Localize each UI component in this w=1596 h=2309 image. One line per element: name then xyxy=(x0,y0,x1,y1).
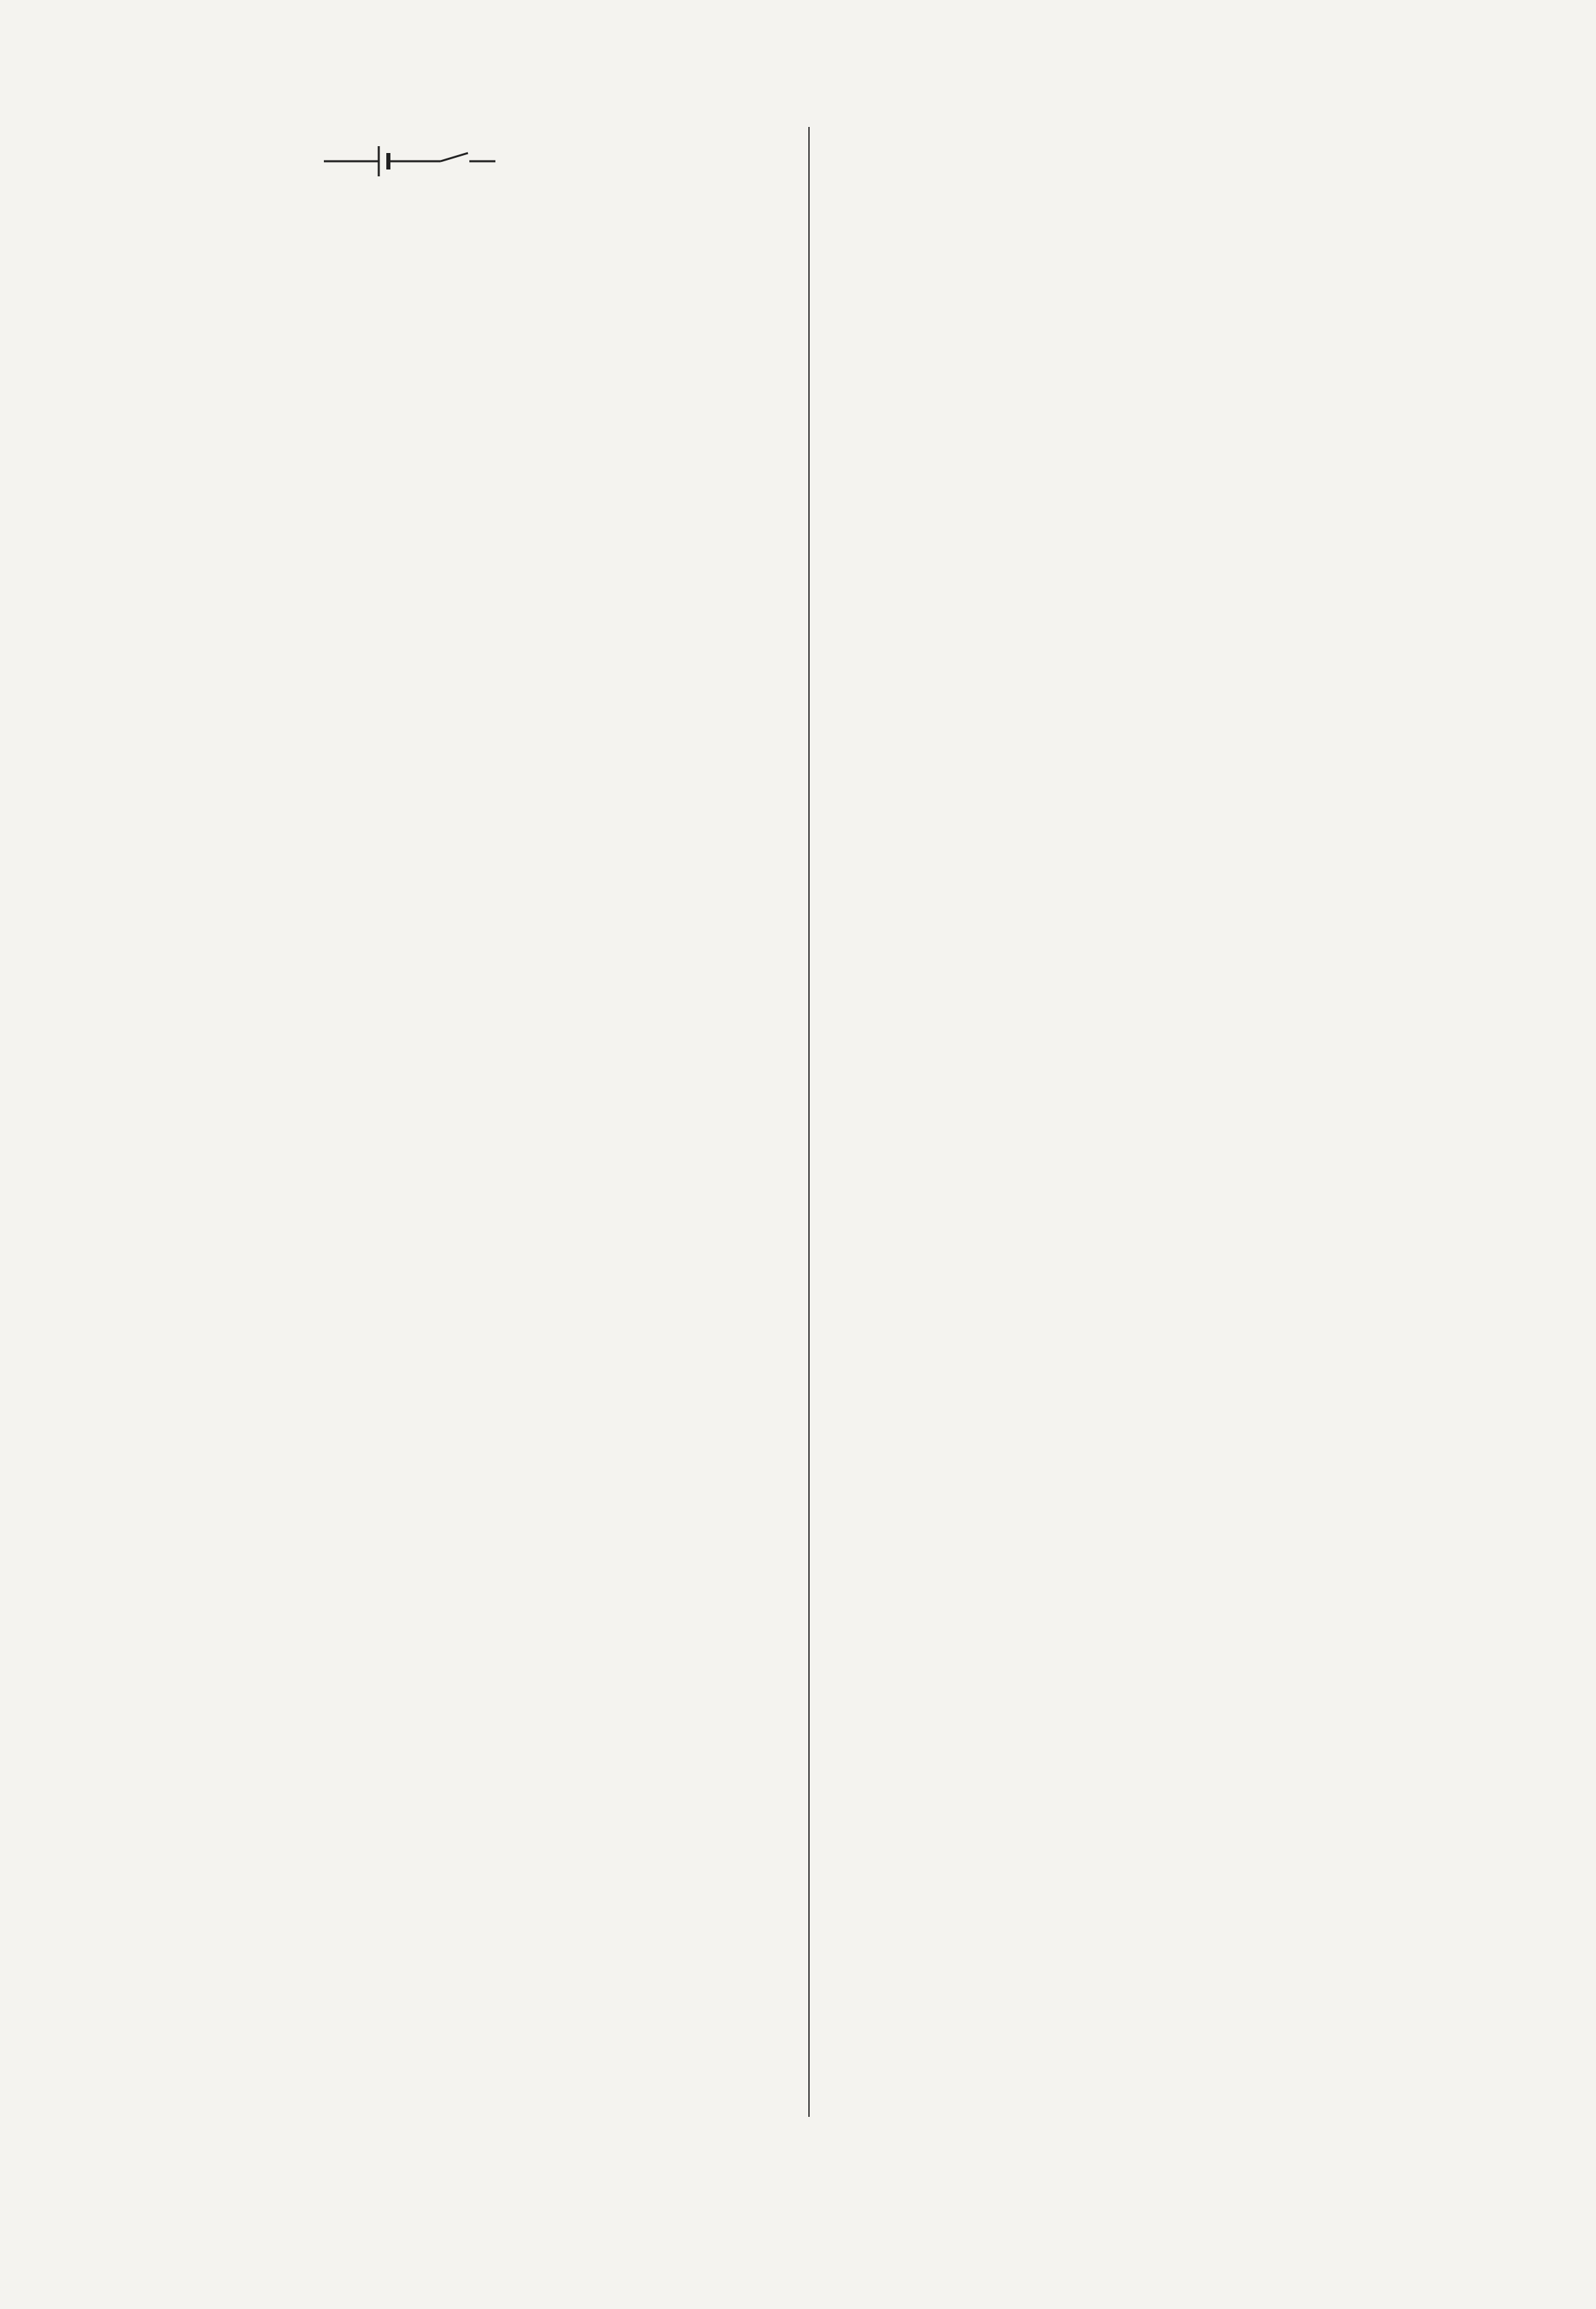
column-divider xyxy=(808,127,810,2117)
circuit-diagram xyxy=(310,134,777,278)
left-column xyxy=(77,127,777,285)
